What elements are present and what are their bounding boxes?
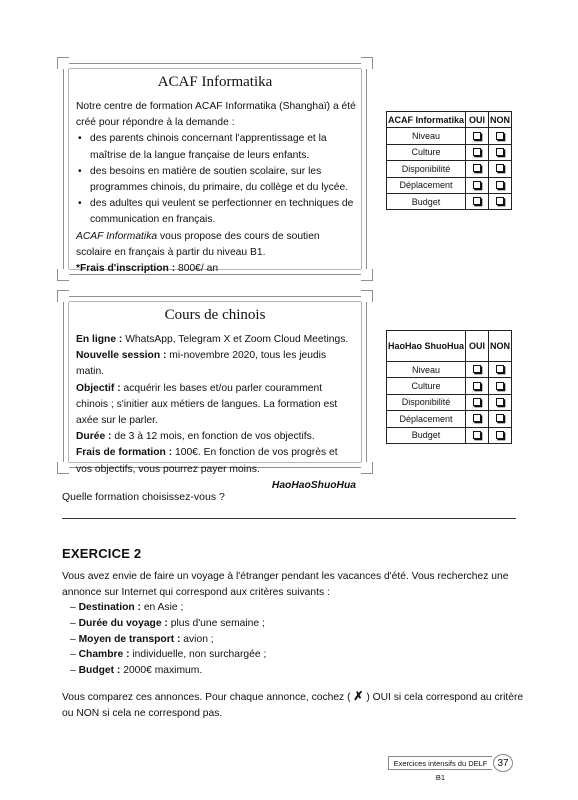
table-row: Déplacement	[387, 411, 512, 427]
non-checkbox[interactable]	[496, 164, 504, 172]
answer-line[interactable]	[62, 518, 516, 519]
criterion-item: – Chambre : individuelle, non surchargée ;	[70, 649, 267, 661]
course-info-line: Durée : de 3 à 12 mois, en fonction de vos objectifs.	[76, 431, 315, 443]
page-number: 37	[493, 754, 513, 772]
acaf-title: ACAF Informatika	[157, 74, 273, 90]
non-checkbox[interactable]	[496, 197, 504, 205]
acaf-intro: Notre centre de formation ACAF Informatika (Shanghaï) a été créé pour répondre à la demande :	[76, 101, 356, 129]
acaf-bullet: • des besoins en matière de soutien scolaire, sur les programmes chinois, du primaire, du collège et du lycée.	[76, 164, 356, 196]
criteria-list	[70, 600, 266, 679]
criterion-item: – Durée du voyage : plus d'une semaine ;	[70, 617, 265, 629]
non-checkbox[interactable]	[496, 414, 504, 422]
table-header: NON	[489, 331, 512, 362]
course-info-line: Objectif : acquérir les bases et/ou parler couramment chinois ; s'initier aux métiers de langues. La formation est axée sur le parler.	[76, 382, 338, 427]
non-checkbox[interactable]	[496, 398, 504, 406]
oui-checkbox[interactable]	[473, 431, 481, 439]
table-row: Budget	[387, 193, 512, 209]
table-row: Budget	[387, 427, 512, 443]
oui-checkbox[interactable]	[473, 365, 481, 373]
table-header: HaoHao ShuoHua	[387, 331, 466, 362]
table-header: OUI	[466, 331, 489, 362]
criterion-item: – Moyen de transport : avion ;	[70, 633, 214, 645]
oui-checkbox[interactable]	[473, 181, 481, 189]
oui-checkbox[interactable]	[473, 132, 481, 140]
non-checkbox[interactable]	[496, 181, 504, 189]
acaf-ad-box	[63, 63, 367, 275]
table-header: OUI	[466, 112, 489, 128]
table-row: Culture	[387, 144, 512, 160]
non-checkbox[interactable]	[496, 148, 504, 156]
oui-checkbox[interactable]	[473, 197, 481, 205]
course-info-line: Nouvelle session : mi-novembre 2020, tous les jeudis matin.	[76, 350, 327, 378]
oui-checkbox[interactable]	[473, 164, 481, 172]
table-row: Disponibilité	[387, 161, 512, 177]
non-checkbox[interactable]	[496, 382, 504, 390]
acaf-criteria-table	[386, 111, 512, 210]
table-header: ACAF Informatika	[387, 112, 466, 128]
oui-checkbox[interactable]	[473, 398, 481, 406]
table-row: Niveau	[387, 128, 512, 144]
question-text: Quelle formation choisissez-vous ?	[62, 491, 225, 503]
course-signature: HaoHaoShuoHua	[271, 479, 356, 491]
criterion-item: – Destination : en Asie ;	[70, 602, 184, 613]
non-checkbox[interactable]	[496, 431, 504, 439]
table-row: Disponibilité	[387, 394, 512, 410]
chinese-course-box	[63, 296, 367, 491]
exercise-instructions: Vous comparez ces annonces. Pour chaque annonce, cochez ( ✗ ) OUI si cela correspond au critère ou NON si cela ne correspond pas.	[62, 689, 524, 719]
haohao-criteria-table	[386, 330, 512, 444]
table-row: Culture	[387, 378, 512, 394]
exercise-title: EXERCICE 2	[62, 546, 142, 561]
acaf-fee: *Frais d'inscription : 800€/ an	[76, 263, 219, 275]
course-info-line: En ligne : WhatsApp, Telegram X et Zoom Cloud Meetings.	[76, 334, 349, 345]
oui-checkbox[interactable]	[473, 148, 481, 156]
chinese-course-title: Cours de chinois	[164, 307, 266, 323]
acaf-body	[76, 99, 356, 277]
oui-checkbox[interactable]	[473, 382, 481, 390]
acaf-offer: ACAF Informatika vous propose des cours de soutien scolaire en français à partir du niveau B1.	[76, 230, 320, 258]
non-checkbox[interactable]	[496, 132, 504, 140]
exercise-intro: Vous avez envie de faire un voyage à l'étranger pendant les vacances d'été. Vous recherchez une annonce sur Internet qui correspond aux critères suivants :	[62, 571, 509, 598]
course-info-line: Frais de formation : 100€. En fonction de vos progrès et vos objectifs, vous pourrez payer moins.	[76, 447, 338, 475]
chinese-course-body	[76, 332, 356, 494]
cross-mark-icon: ✗	[353, 689, 364, 703]
table-header: NON	[489, 112, 512, 128]
book-title-footer: Exercices intensifs du DELF B1	[388, 756, 492, 770]
table-row: Déplacement	[387, 177, 512, 193]
criterion-item: – Budget : 2000€ maximum.	[70, 665, 203, 677]
non-checkbox[interactable]	[496, 365, 504, 373]
acaf-bullet: • des adultes qui veulent se perfectionner en techniques de communication en français.	[76, 196, 356, 228]
oui-checkbox[interactable]	[473, 414, 481, 422]
table-row: Niveau	[387, 362, 512, 378]
acaf-bullet: • des parents chinois concernant l'apprentissage et la maîtrise de la langue française de leurs enfants.	[76, 131, 356, 163]
